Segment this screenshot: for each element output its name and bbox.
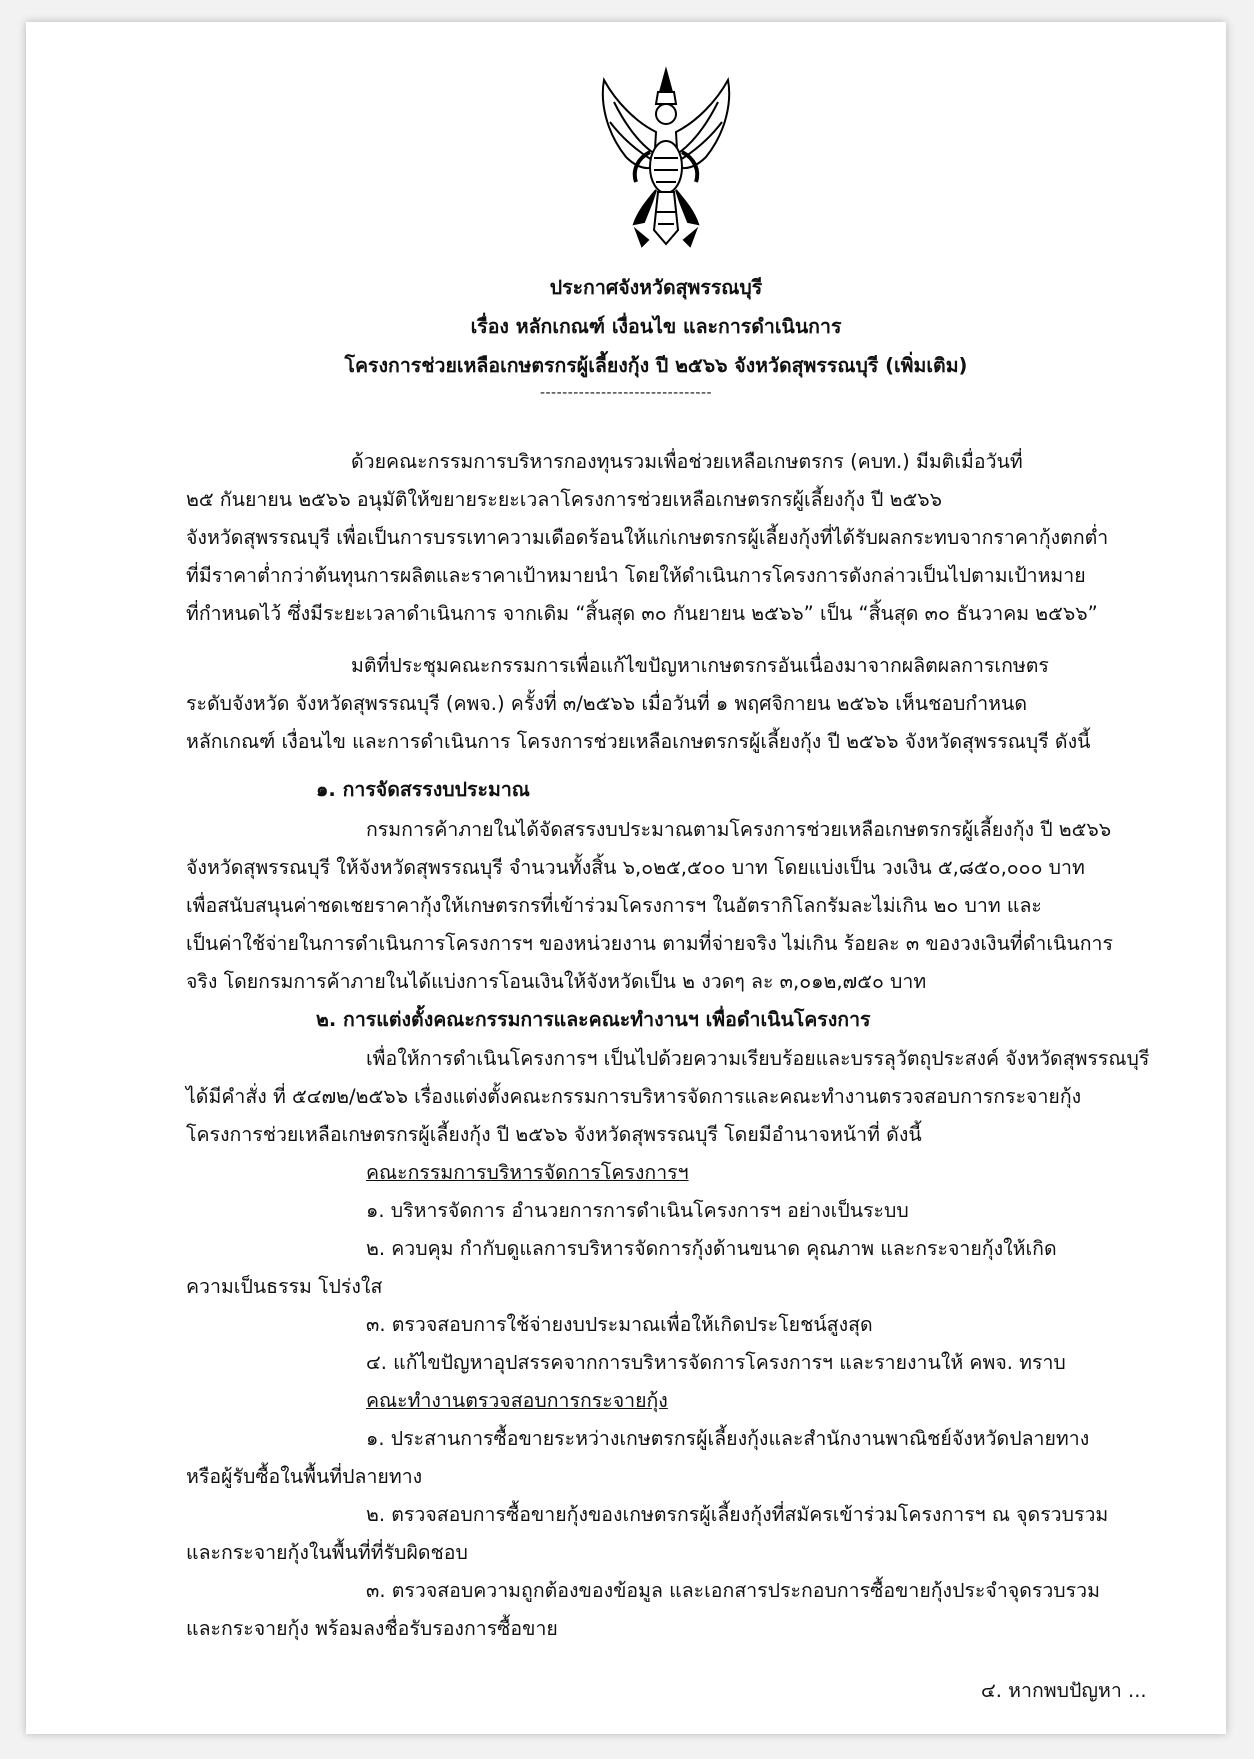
subject-line: เรื่อง หลักเกณฑ์ เงื่อนไข และการดำเนินการ	[470, 315, 842, 338]
list-item: ๒. ตรวจสอบการซื้อขายกุ้งของเกษตรกรผู้เลี้ยงกุ้งที่สมัครเข้าร่วมโครงการฯ ณ จุดรวบรวม	[366, 1503, 1109, 1526]
paragraph-line: จังหวัดสุพรรณบุรี เพื่อเป็นการบรรเทาความเดือดร้อนให้แก่เกษตรกรผู้เลี้ยงกุ้งที่ได้รับผลกระทบจากราคากุ้งตกต่ำ	[186, 526, 1109, 549]
paragraph-line: เพื่อให้การดำเนินโครงการฯ เป็นไปด้วยความเรียบร้อยและบรรลุวัตถุประสงค์ จังหวัดสุพรรณบุรี	[366, 1047, 1150, 1070]
paragraph-line: เพื่อสนับสนุนค่าชดเชยราคากุ้งให้เกษตรกรที่เข้าร่วมโครงการฯ ในอัตรากิโลกรัมละไม่เกิน ๒๐ บาท และ	[186, 894, 1042, 917]
section-2-heading: ๒. การแต่งตั้งคณะกรรมการและคณะทำงานฯ เพื่อดำเนินโครงการ	[316, 1008, 871, 1031]
paragraph-line: จังหวัดสุพรรณบุรี ให้จังหวัดสุพรรณบุรี จำนวนทั้งสิ้น ๖,๐๒๕,๕๐๐ บาท โดยแบ่งเป็น วงเงิน ๕,๘๕๐,๐๐๐ บาท	[186, 856, 1085, 879]
paragraph-line: ได้มีคำสั่ง ที่ ๕๔๗๒/๒๕๖๖ เรื่องแต่งตั้งคณะกรรมการบริหารจัดการและคณะทำงานตรวจสอบการกระจายกุ้ง	[186, 1085, 1082, 1108]
list-item-continuation: และกระจายกุ้งในพื้นที่ที่รับผิดชอบ	[186, 1541, 468, 1564]
list-item: ๑. ประสานการซื้อขายระหว่างเกษตรกรผู้เลี้ยงกุ้งและสำนักงานพาณิชย์จังหวัดปลายทาง	[366, 1427, 1090, 1450]
list-item: ๓. ตรวจสอบการใช้จ่ายงบประมาณเพื่อให้เกิดประโยชน์สูงสุด	[366, 1313, 873, 1336]
paragraph-line: เป็นค่าใช้จ่ายในการดำเนินการโครงการฯ ของหน่วยงาน ตามที่จ่ายจริง ไม่เกิน ร้อยละ ๓ ของวงเงินที่ดำเนินการ	[186, 932, 1113, 955]
paragraph-line: ที่มีราคาต่ำกว่าต้นทุนการผลิตและราคาเป้าหมายนำ โดยให้ดำเนินการโครงการดังกล่าวเป็นไปตามเป้าหมาย	[186, 564, 1086, 587]
garuda-emblem-icon	[586, 62, 746, 252]
list-item-continuation: และกระจายกุ้ง พร้อมลงชื่อรับรองการซื้อขาย	[186, 1617, 558, 1640]
paragraph-line: กรมการค้าภายในได้จัดสรรงบประมาณตามโครงการช่วยเหลือเกษตรกรผู้เลี้ยงกุ้ง ปี ๒๕๖๖	[366, 818, 1112, 841]
paragraph-line: มติที่ประชุมคณะกรรมการเพื่อแก้ไขปัญหาเกษตรกรอันเนื่องมาจากผลิตผลการเกษตร	[351, 654, 1049, 677]
announcement-title: ประกาศจังหวัดสุพรรณบุรี	[549, 276, 763, 299]
list-item: ๒. ควบคุม กำกับดูแลการบริหารจัดการกุ้งด้านขนาด คุณภาพ และกระจายกุ้งให้เกิด	[366, 1237, 1057, 1260]
team-heading: คณะทำงานตรวจสอบการกระจายกุ้ง	[366, 1389, 668, 1412]
page-continuation: ๔. หากพบปัญหา ...	[981, 1679, 1147, 1702]
list-item-continuation: ความเป็นธรรม โปร่งใส	[186, 1275, 383, 1298]
paragraph-line: ด้วยคณะกรรมการบริหารกองทุนรวมเพื่อช่วยเหลือเกษตรกร (คบท.) มีมติเมื่อวันที่	[351, 450, 1023, 473]
list-item-continuation: หรือผู้รับซื้อในพื้นที่ปลายทาง	[186, 1465, 423, 1488]
paragraph-line: ที่กำหนดไว้ ซึ่งมีระยะเวลาดำเนินการ จากเดิม “สิ้นสุด ๓๐ กันยายน ๒๕๖๖” เป็น “สิ้นสุด ๓๐ ธันวาคม ๒๕๖๖”	[186, 602, 1098, 625]
list-item: ๔. แก้ไขปัญหาอุปสรรคจากการบริหารจัดการโครงการฯ และรายงานให้ คพจ. ทราบ	[366, 1351, 1066, 1374]
committee-heading: คณะกรรมการบริหารจัดการโครงการฯ	[366, 1161, 689, 1184]
paragraph-line: ระดับจังหวัด จังหวัดสุพรรณบุรี (คพจ.) ครั้งที่ ๓/๒๕๖๖ เมื่อวันที่ ๑ พฤศจิกายน ๒๕๖๖ เห็นชอบกำหนด	[186, 692, 1028, 715]
paragraph-line: จริง โดยกรมการค้าภายในได้แบ่งการโอนเงินให้จังหวัดเป็น ๒ งวดๆ ละ ๓,๐๑๒,๗๕๐ บาท	[186, 970, 927, 993]
title-separator: -------------------------------	[539, 385, 713, 401]
paragraph-line: ๒๕ กันยายน ๒๕๖๖ อนุมัติให้ขยายระยะเวลาโครงการช่วยเหลือเกษตรกรผู้เลี้ยงกุ้ง ปี ๒๕๖๖	[186, 488, 943, 511]
project-title: โครงการช่วยเหลือเกษตรกรผู้เลี้ยงกุ้ง ปี ๒๕๖๖ จังหวัดสุพรรณบุรี (เพิ่มเติม)	[344, 354, 968, 377]
section-1-heading: ๑. การจัดสรรงบประมาณ	[316, 778, 530, 801]
paragraph-line: หลักเกณฑ์ เงื่อนไข และการดำเนินการ โครงการช่วยเหลือเกษตรกรผู้เลี้ยงกุ้ง ปี ๒๕๖๖ จังหวัดสุพรรณบุรี ดังนี้	[186, 730, 1091, 753]
paragraph-line: โครงการช่วยเหลือเกษตรกรผู้เลี้ยงกุ้ง ปี ๒๕๖๖ จังหวัดสุพรรณบุรี โดยมีอำนาจหน้าที่ ดังนี้	[186, 1123, 922, 1146]
list-item: ๓. ตรวจสอบความถูกต้องของข้อมูล และเอกสารประกอบการซื้อขายกุ้งประจำจุดรวบรวม	[366, 1579, 1100, 1602]
list-item: ๑. บริหารจัดการ อำนวยการการดำเนินโครงการฯ อย่างเป็นระบบ	[366, 1199, 909, 1222]
document-page	[26, 22, 1226, 1734]
